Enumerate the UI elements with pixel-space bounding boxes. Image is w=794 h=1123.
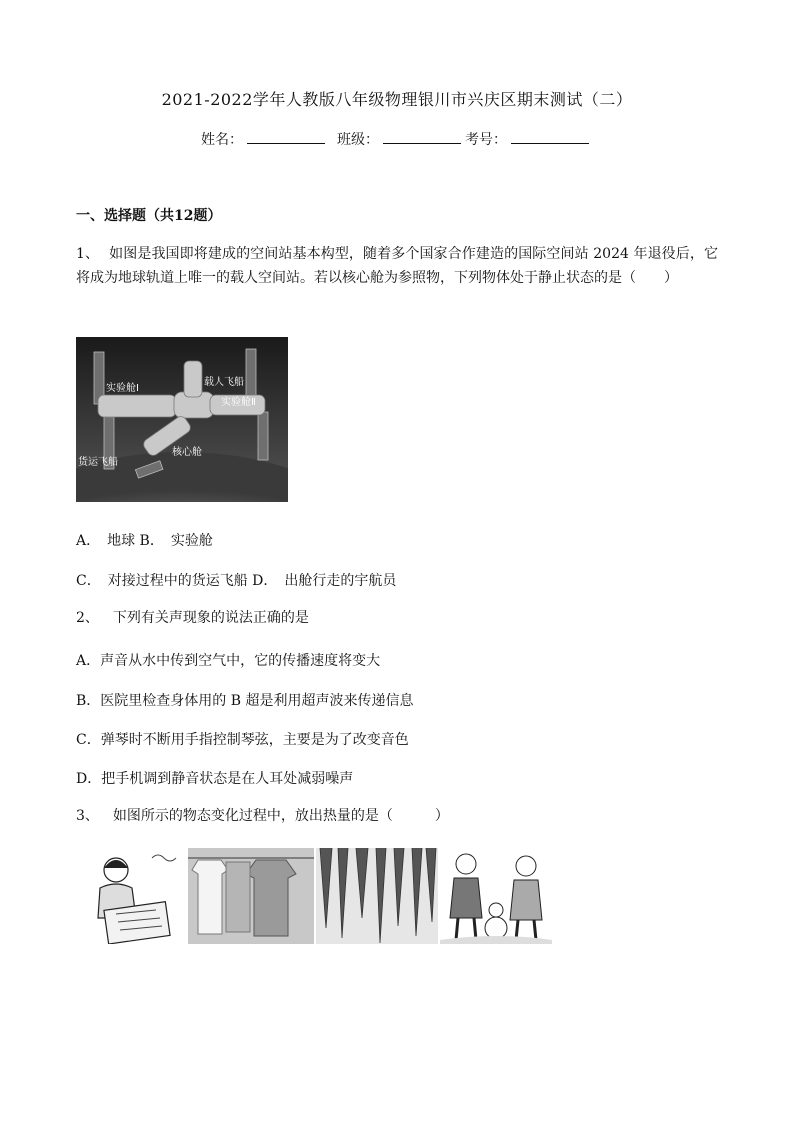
name-label: 姓名： xyxy=(201,132,243,148)
q2-option-b: B．医院里检查身体用的 B 超是利用超声波来传递信息 xyxy=(76,693,414,709)
lab1-label: 实验舱Ⅰ xyxy=(106,383,139,394)
panel-d-image xyxy=(440,848,552,944)
panel-b-image xyxy=(188,848,314,944)
section-heading: 一、选择题（共12题） xyxy=(76,208,222,224)
question-number: 2、 xyxy=(76,610,99,626)
q2-option-c: C．弹琴时不断用手指控制琴弦，主要是为了改变音色 xyxy=(76,732,409,748)
student-info-line xyxy=(0,129,794,149)
q1-options-ab: A． 地球 B． 实验舱 xyxy=(76,533,213,549)
core-module-label: 核心舱 xyxy=(172,447,202,458)
question-stem: 下列有关声现象的说法正确的是 xyxy=(112,610,309,626)
q2-option-d: D．把手机调到静音状态是在人耳处减弱噪声 xyxy=(76,771,354,787)
exam-no-blank[interactable] xyxy=(511,129,589,144)
q1-options-cd: C． 对接过程中的货运飞船 D． 出舱行走的宇航员 xyxy=(76,573,397,589)
panel-a-image xyxy=(76,848,186,944)
phase-change-figures xyxy=(76,848,552,948)
cargo-ship-label: 货运飞船 xyxy=(78,457,118,468)
class-blank[interactable] xyxy=(383,129,461,144)
question-2 xyxy=(76,606,718,630)
manned-ship-label: 载人飞船 xyxy=(204,377,244,388)
question-number: 1、 xyxy=(76,246,100,262)
space-station-figure xyxy=(76,337,288,506)
lab2-label: 实验舱Ⅱ xyxy=(221,397,256,408)
question-stem: 如图所示的物态变化过程中，放出热量的是（ ） xyxy=(112,808,449,824)
question-1 xyxy=(76,242,718,290)
question-3 xyxy=(76,804,718,828)
exam-title: 2021-2022学年人教版八年级物理银川市兴庆区期末测试（二） xyxy=(161,90,633,109)
exam-no-label: 考号： xyxy=(465,132,507,148)
question-stem: 如图是我国即将建成的空间站基本构型，随着多个国家合作建造的国际空间站 2024 年退役后，它将成为地球轨道上唯一的载人空间站。若以核心舱为参照物，下列物体处于静止状态的是（ ） xyxy=(76,246,718,286)
name-blank[interactable] xyxy=(247,129,325,144)
question-number: 3、 xyxy=(76,808,99,824)
panel-c-image xyxy=(316,848,438,944)
class-label: 班级： xyxy=(337,132,379,148)
q2-option-a: A．声音从水中传到空气中，它的传播速度将变大 xyxy=(76,653,381,669)
